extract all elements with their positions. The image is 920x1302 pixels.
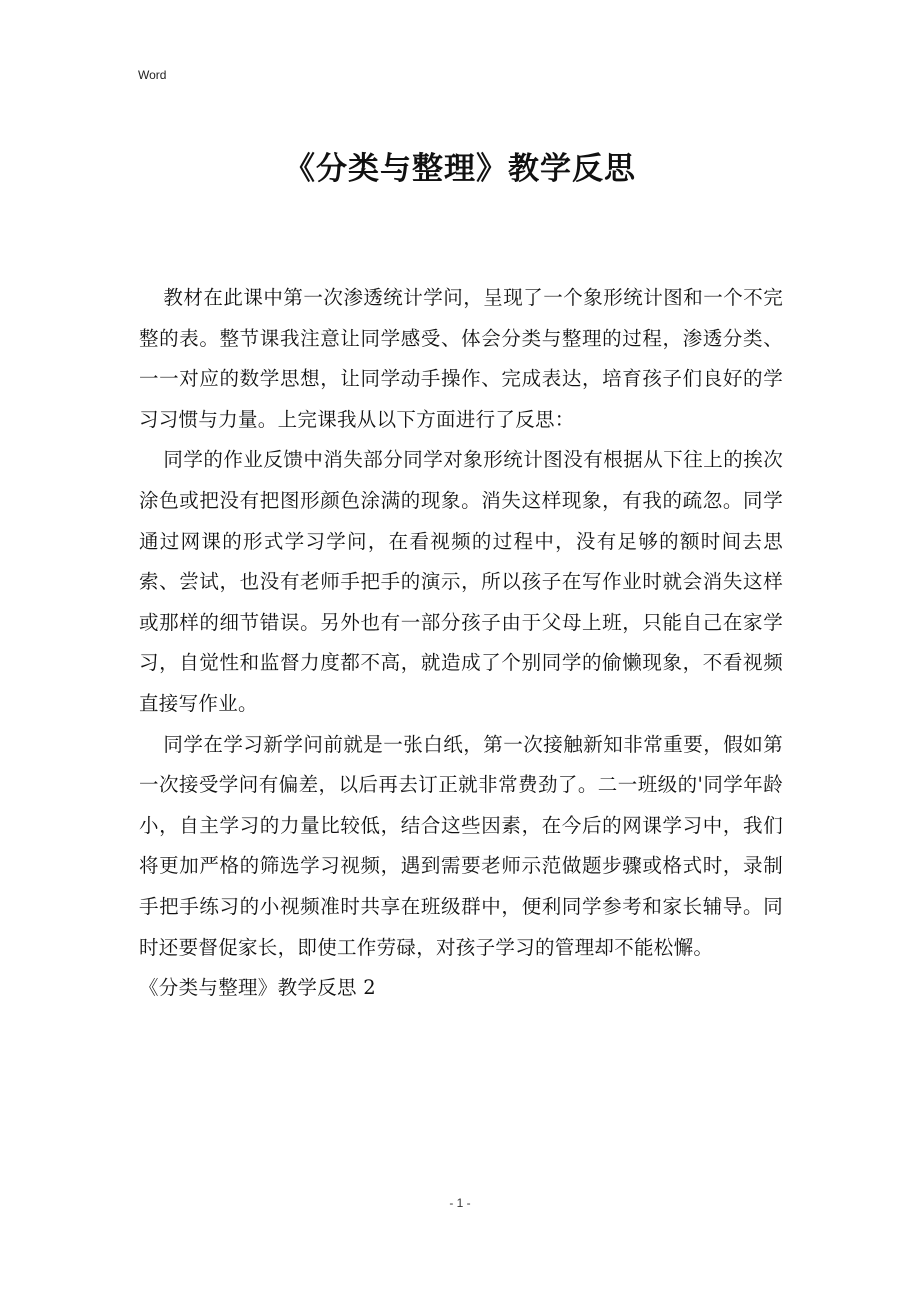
header-label: Word — [138, 68, 167, 82]
paragraph-2: 同学的作业反馈中消失部分同学对象形统计图没有根据从下往上的挨次涂色或把没有把图形颜色涂满的现象。消失这样现象，有我的疏忽。同学通过网课的形式学习学问，在看视频的过程中，没有足够的额时间去思索、尝试，也没有老师手把手的演示，所以孩子在写作业时就会消失这样或那样的细节错误。另外也有一部分孩子由于父母上班，只能自己在家学习，自觉性和监督力度都不高，就造成了个别同学的偷懒现象，不看视频直接写作业。 — [139, 448, 783, 715]
next-section-heading: 《分类与整理》教学反思 2 — [139, 976, 377, 1000]
paragraph-3: 同学在学习新学问前就是一张白纸，第一次接触新知非常重要，假如第一次接受学问有偏差，以后再去订正就非常费劲了。二一班级的'同学年龄小，自主学习的力量比较低，结合这些因素，在今后的网课学习中，我们将更加严格的筛选学习视频，遇到需要老师示范做题步骤或格式时，录制手把手练习的小视频准时共享在班级群中，便利同学参考和家长辅导。同时还要督促家长，即使工作劳碌，对孩子学习的管理却不能松懈。 — [139, 732, 783, 959]
paragraph-1: 教材在此课中第一次渗透统计学问，呈现了一个象形统计图和一个不完整的表。整节课我注意让同学感受、体会分类与整理的过程，渗透分类、一一对应的数学思想，让同学动手操作、完成表达，培育孩子们良好的学习习惯与力量。上完课我从以下方面进行了反思： — [139, 286, 783, 431]
document-body — [139, 278, 783, 1009]
page-number: - 1 - — [449, 1196, 471, 1210]
document-title: 《分类与整理》教学反思 — [284, 151, 636, 187]
